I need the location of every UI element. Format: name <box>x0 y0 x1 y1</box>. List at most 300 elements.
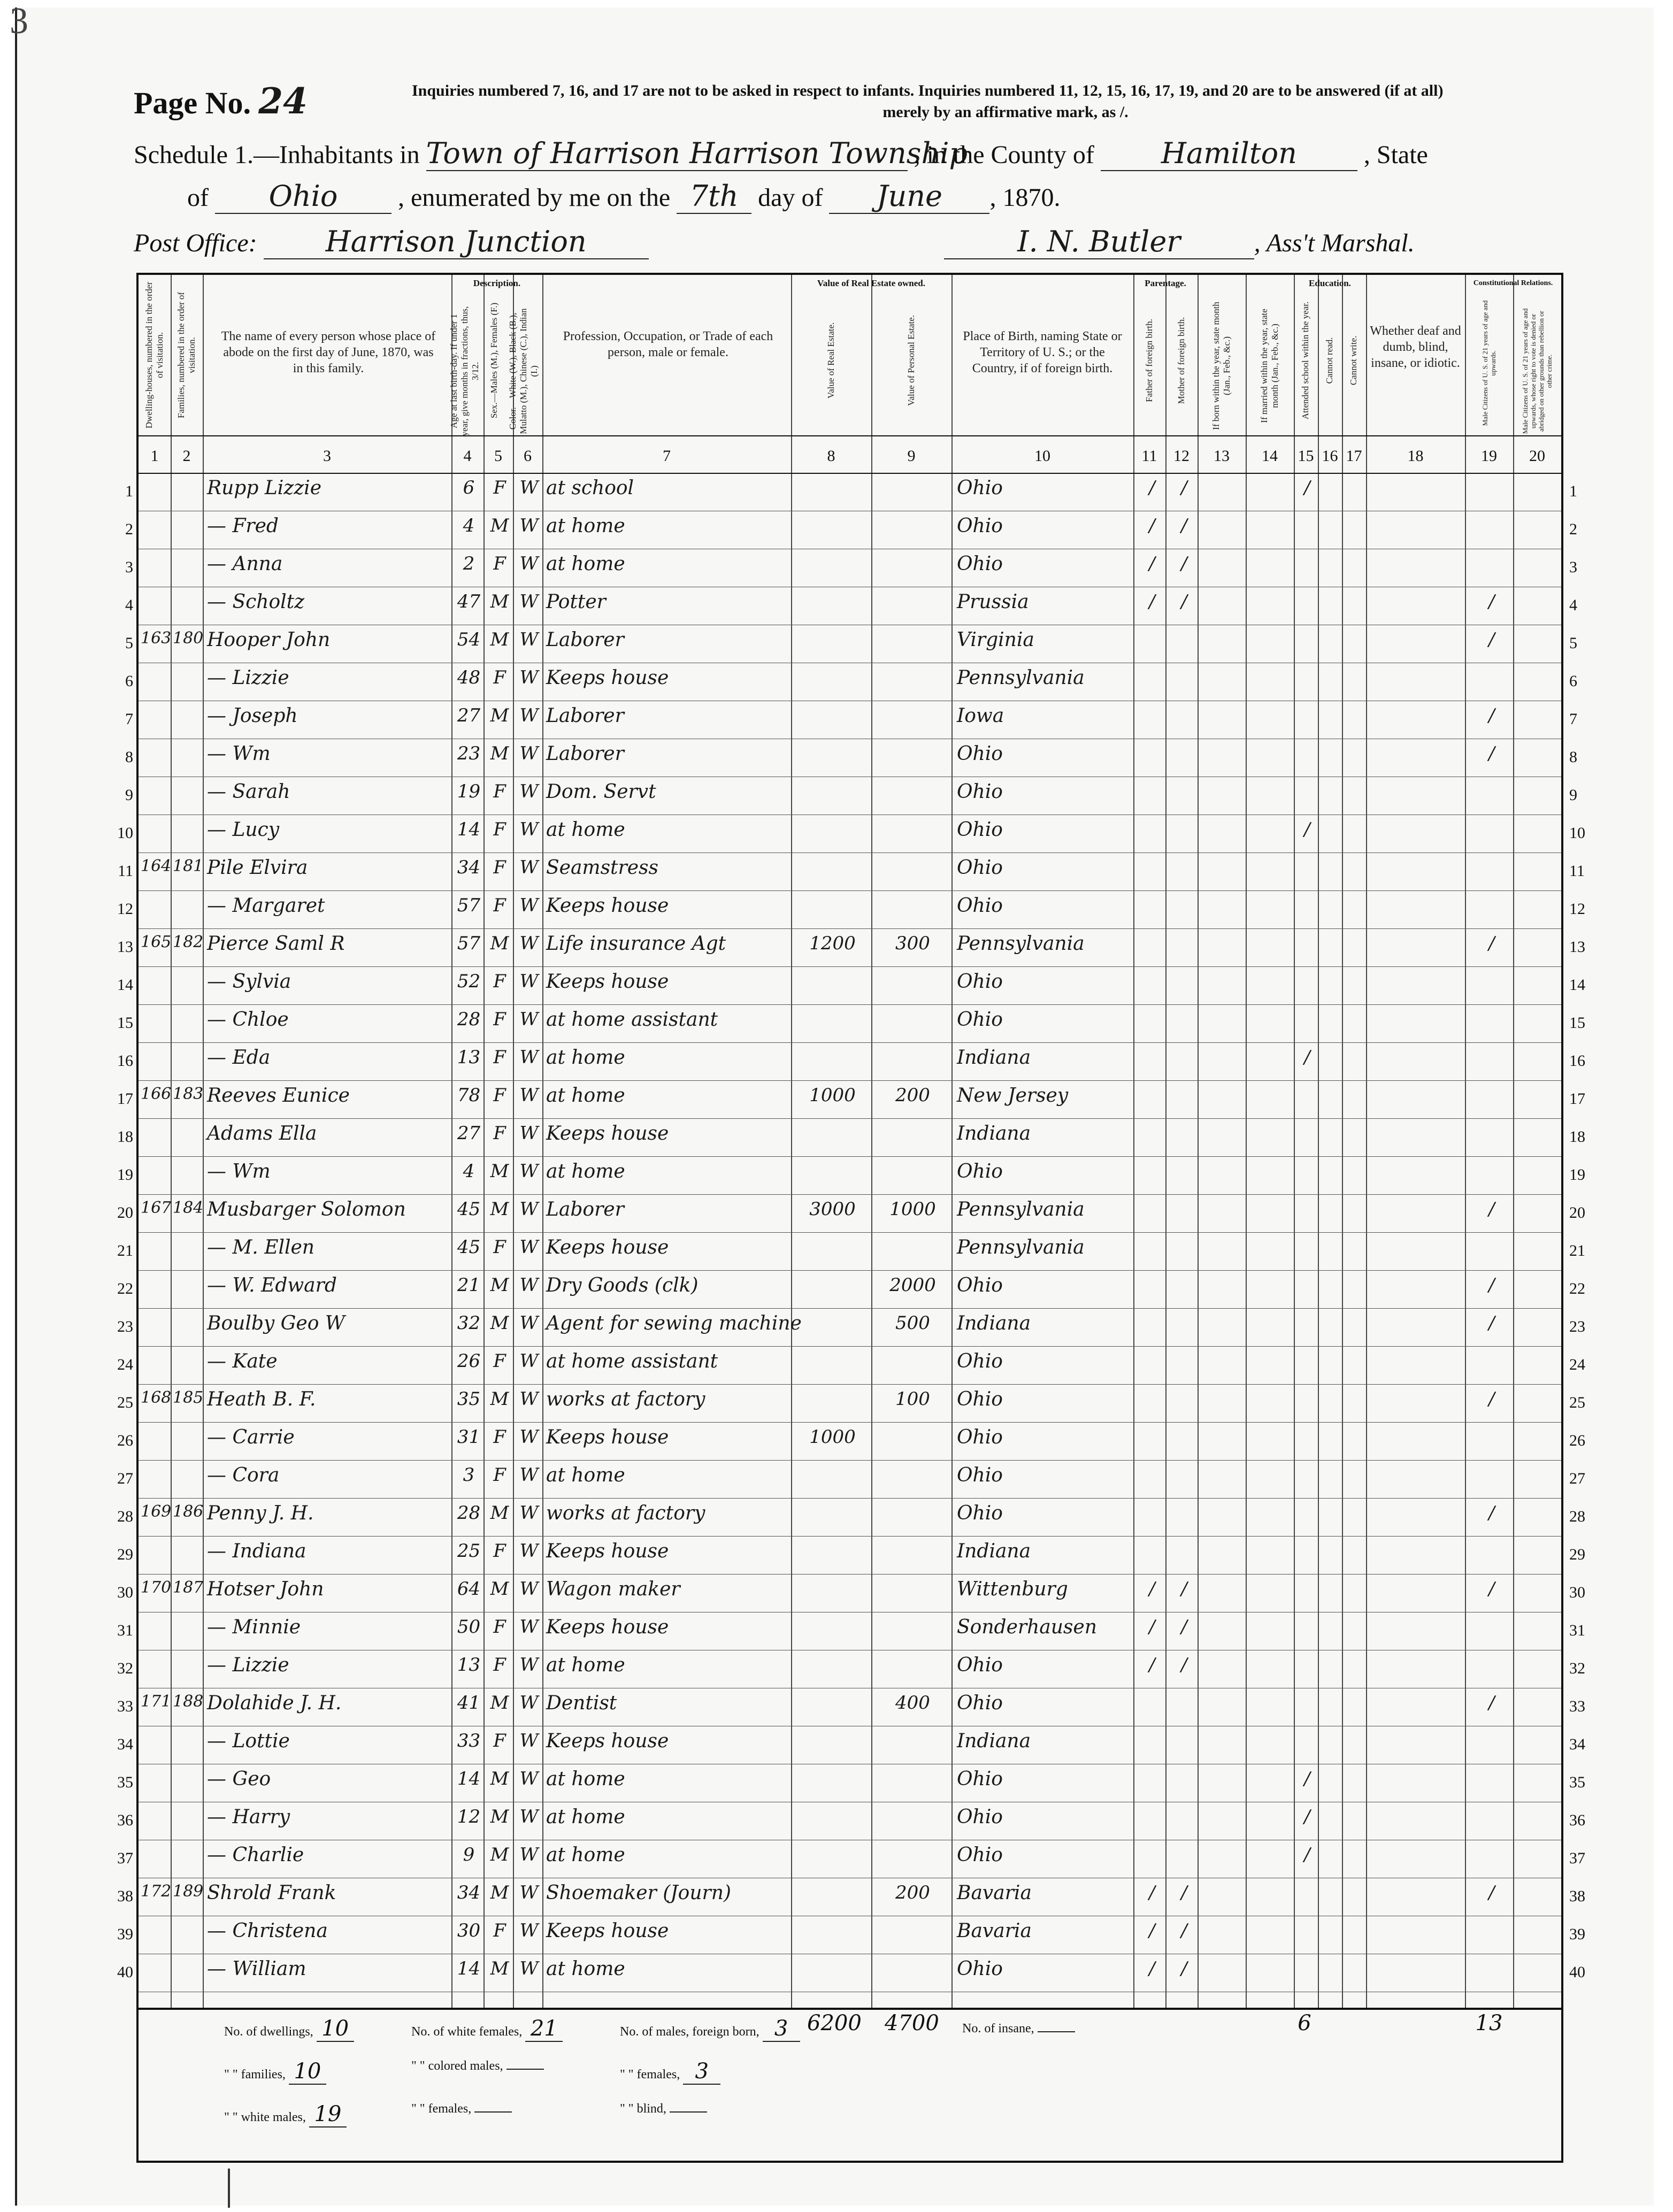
cell-d: 164 <box>141 857 172 875</box>
page-number <box>134 80 308 122</box>
table-row <box>139 1080 1561 1119</box>
cell-name: — Sarah <box>207 781 290 803</box>
cell-mo: / <box>1181 553 1187 574</box>
cell-pe: 500 <box>895 1312 930 1334</box>
cell-sch: / <box>1304 477 1310 498</box>
cell-cit: / <box>1488 933 1495 954</box>
col-header-19: Male Citizens of U. S. of 21 years of age and upwards. <box>1481 300 1497 426</box>
cell-sch: / <box>1304 1047 1310 1068</box>
cell-age: 9 <box>463 1844 475 1865</box>
cell-birth: Ohio <box>957 553 1003 575</box>
line-number: 23 <box>1569 1318 1585 1335</box>
cell-age: 52 <box>457 971 481 992</box>
cell-sch: / <box>1304 819 1310 840</box>
line-number: 12 <box>1569 900 1585 918</box>
table-row <box>139 1194 1561 1233</box>
cell-re: 1000 <box>809 1085 856 1106</box>
cell-age: 34 <box>457 1882 481 1903</box>
instructions-note <box>412 80 1567 123</box>
cell-age: 23 <box>457 743 481 764</box>
cell-f: 185 <box>173 1388 204 1407</box>
cell-name: Penny J. H. <box>207 1502 314 1524</box>
cell-f: 183 <box>173 1085 204 1103</box>
cell-birth: New Jersey <box>957 1085 1069 1107</box>
schedule-line <box>134 136 1428 171</box>
cell-name: — Geo <box>207 1768 271 1790</box>
cell-occ: at home <box>546 553 625 575</box>
line-number: 6 <box>125 672 133 690</box>
line-number: 29 <box>1569 1546 1585 1563</box>
line-number: 1 <box>1569 482 1577 500</box>
cell-sex: M <box>490 629 509 650</box>
table-row <box>139 1156 1561 1195</box>
cell-sex: F <box>493 895 506 916</box>
cell-color: W <box>519 1464 539 1486</box>
table-row <box>139 473 1561 511</box>
insane-value <box>1038 2031 1075 2032</box>
personal-estate-total-value: 4700 <box>885 2011 939 2036</box>
cell-cit: / <box>1488 629 1495 650</box>
post-office-label: Post Office: <box>134 229 257 257</box>
cell-f: 182 <box>173 933 204 951</box>
cell-occ: Dentist <box>546 1692 617 1714</box>
cell-sex: F <box>493 1350 506 1372</box>
cell-color: W <box>519 743 539 764</box>
total-colored-females <box>411 2102 512 2116</box>
cell-fa: / <box>1149 477 1155 498</box>
cell-re: 1000 <box>809 1426 856 1448</box>
cell-sex: M <box>490 743 509 764</box>
cell-fa: / <box>1149 553 1155 574</box>
cell-name: — Minnie <box>207 1616 301 1638</box>
year-label: , 1870. <box>989 183 1061 212</box>
line-number: 5 <box>1569 634 1577 652</box>
cell-occ: at home <box>546 1464 625 1486</box>
cell-birth: Ohio <box>957 477 1003 499</box>
line-number: 15 <box>117 1014 133 1032</box>
cell-age: 30 <box>457 1920 481 1941</box>
line-number: 13 <box>1569 938 1585 956</box>
cell-occ: Keeps house <box>546 1540 669 1562</box>
cell-color: W <box>519 1085 539 1106</box>
cell-color: W <box>519 1578 539 1600</box>
line-number: 34 <box>1569 1735 1585 1753</box>
school-total-value: 6 <box>1298 2011 1311 2036</box>
cell-color: W <box>519 1047 539 1068</box>
cell-re: 1200 <box>809 933 856 954</box>
cell-sex: M <box>490 1578 509 1600</box>
line-number: 38 <box>1569 1887 1585 1905</box>
line-number: 16 <box>117 1052 133 1070</box>
total-blind <box>620 2102 707 2116</box>
real-estate-total-value: 6200 <box>807 2011 862 2036</box>
table-row <box>139 1688 1561 1726</box>
cell-occ: at home <box>546 1806 625 1828</box>
cell-sex: M <box>490 1692 509 1714</box>
cell-cit: / <box>1488 591 1495 612</box>
col-header-11: Father of foreign birth. <box>1144 319 1154 402</box>
cell-age: 50 <box>457 1616 481 1638</box>
cell-f: 180 <box>173 629 204 648</box>
cell-birth: Ohio <box>957 1958 1003 1980</box>
line-number: 36 <box>1569 1811 1585 1829</box>
line-number: 20 <box>1569 1204 1585 1222</box>
table-row <box>139 701 1561 739</box>
table-row <box>139 1726 1561 1764</box>
line-number: 31 <box>1569 1622 1585 1639</box>
blind-value <box>670 2111 707 2113</box>
cell-name: — Carrie <box>207 1426 295 1448</box>
day-field: 7th <box>677 179 751 214</box>
col-header-16: Cannot read. <box>1324 337 1334 384</box>
table-row <box>139 928 1561 967</box>
cell-age: 3 <box>463 1464 475 1486</box>
total-white-males <box>224 2102 347 2127</box>
cell-color: W <box>519 781 539 802</box>
line-number: 33 <box>117 1698 133 1715</box>
cell-age: 26 <box>457 1350 481 1372</box>
cell-name: — Margaret <box>207 895 325 917</box>
table-row <box>139 625 1561 663</box>
cell-age: 45 <box>457 1199 481 1220</box>
colored-males-value <box>506 2069 544 2070</box>
total-families <box>224 2059 326 2085</box>
cell-f: 184 <box>173 1199 204 1217</box>
page-number-value: 24 <box>258 80 308 122</box>
white-females-label: No. of white females, <box>411 2025 523 2039</box>
cell-pe: 2000 <box>889 1274 936 1296</box>
cell-color: W <box>519 895 539 916</box>
cell-age: 48 <box>457 667 481 688</box>
cell-birth: Ohio <box>957 1844 1003 1866</box>
note-line-2: merely by an affirmative mark, as /. <box>882 103 1129 121</box>
cell-occ: Agent for sewing machine <box>546 1312 802 1334</box>
cell-age: 78 <box>457 1085 481 1106</box>
col-number: 4 <box>463 447 472 465</box>
cell-age: 35 <box>457 1388 481 1410</box>
cell-age: 2 <box>463 553 475 574</box>
cell-cit: / <box>1488 1312 1495 1334</box>
line-number: 9 <box>1569 786 1577 804</box>
cell-color: W <box>519 667 539 688</box>
cell-sex: F <box>493 1236 506 1258</box>
cell-name: — Charlie <box>207 1844 304 1866</box>
cell-birth: Sonderhausen <box>957 1616 1097 1638</box>
cell-name: — Christena <box>207 1920 328 1942</box>
cell-occ: at home assistant <box>546 1009 718 1031</box>
page-label: Page No. <box>134 86 251 120</box>
table-row <box>139 1840 1561 1878</box>
cell-fa: / <box>1149 1882 1155 1903</box>
cell-re: 3000 <box>809 1199 856 1220</box>
cell-sex: F <box>493 1540 506 1562</box>
cell-color: W <box>519 1920 539 1941</box>
cell-age: 31 <box>457 1426 481 1448</box>
cell-name: — Anna <box>207 553 283 575</box>
line-number: 32 <box>117 1660 133 1677</box>
cell-d: 167 <box>141 1199 172 1217</box>
cell-sex: F <box>493 1426 506 1448</box>
cell-occ: Potter <box>546 591 606 613</box>
cell-color: W <box>519 933 539 954</box>
cell-sch: / <box>1304 1806 1310 1827</box>
cell-f: 188 <box>173 1692 204 1711</box>
cell-cit: / <box>1488 1199 1495 1220</box>
cell-name: Rupp Lizzie <box>207 477 321 499</box>
cell-birth: Ohio <box>957 1388 1003 1410</box>
cell-sex: M <box>490 1768 509 1789</box>
cell-birth: Ohio <box>957 1274 1003 1296</box>
cell-fa: / <box>1149 1578 1155 1600</box>
cell-birth: Virginia <box>957 629 1034 651</box>
line-number: 22 <box>117 1280 133 1297</box>
cell-name: — Wm <box>207 743 271 765</box>
cell-cit: / <box>1488 743 1495 764</box>
cell-occ: Keeps house <box>546 895 669 917</box>
cell-occ: at home assistant <box>546 1350 718 1372</box>
cell-occ: works at factory <box>546 1388 705 1410</box>
cell-color: W <box>519 1123 539 1144</box>
cell-occ: Laborer <box>546 1199 624 1220</box>
cell-occ: Keeps house <box>546 1236 669 1258</box>
table-row <box>139 663 1561 701</box>
county-field: Hamilton <box>1101 136 1357 171</box>
cell-name: Heath B. F. <box>207 1388 316 1410</box>
line-number: 1 <box>125 482 133 500</box>
cell-name: Pierce Saml R <box>207 933 345 955</box>
cell-f: 189 <box>173 1882 204 1901</box>
cell-name: Shrold Frank <box>207 1882 336 1904</box>
cell-cit: / <box>1488 1502 1495 1524</box>
scan-margin-mark: | <box>225 2161 234 2208</box>
line-number: 40 <box>1569 1963 1585 1981</box>
white-males-value: 19 <box>309 2102 347 2127</box>
line-number: 15 <box>1569 1014 1585 1032</box>
col-header-12: Mother of foreign birth. <box>1176 317 1186 404</box>
dwellings-label: No. of dwellings, <box>224 2025 313 2039</box>
cell-occ: at home <box>546 1768 625 1790</box>
cell-name: — Scholtz <box>207 591 305 613</box>
table-row <box>139 1536 1561 1574</box>
line-number: 11 <box>1569 862 1585 880</box>
note-line-1: Inquiries numbered 7, 16, and 17 are not to be asked in respect to infants. Inquiries numbered 11, 12, 15, 16, 17, 19, and 20 are to be answered (if at all) <box>412 82 1444 99</box>
cell-age: 57 <box>457 895 481 916</box>
col-header-20: Male Citizens of U. S. of 21 years of age and upwards, whose right to vote is denied or abridged on other grounds than rebellion or other crime. <box>1521 308 1553 434</box>
cell-birth: Pennsylvania <box>957 667 1085 689</box>
total-foreign-males <box>620 2016 800 2042</box>
line-number: 14 <box>117 976 133 994</box>
line-number: 3 <box>1569 558 1577 576</box>
line-number: 39 <box>117 1925 133 1943</box>
line-number: 10 <box>117 824 133 842</box>
line-number: 35 <box>117 1773 133 1791</box>
line-number: 39 <box>1569 1925 1585 1943</box>
cell-color: W <box>519 1274 539 1296</box>
cell-sex: F <box>493 1464 506 1486</box>
cell-age: 34 <box>457 857 481 878</box>
line-number: 25 <box>1569 1394 1585 1411</box>
line-number: 4 <box>1569 596 1577 614</box>
cell-name: — Eda <box>207 1047 271 1069</box>
cell-name: Dolahide J. H. <box>207 1692 342 1714</box>
colored-females-label: " " females, <box>411 2102 472 2116</box>
cell-fa: / <box>1149 1616 1155 1638</box>
table-row <box>139 739 1561 777</box>
cell-birth: Ohio <box>957 1692 1003 1714</box>
enumeration-line <box>134 179 1060 214</box>
cell-age: 12 <box>457 1806 481 1827</box>
col-number: 1 <box>150 447 159 465</box>
cell-name: — Fred <box>207 515 279 537</box>
cell-mo: / <box>1181 1882 1187 1903</box>
cell-sex: F <box>493 1920 506 1941</box>
table-row <box>139 1954 1561 1992</box>
cell-name: Reeves Eunice <box>207 1085 350 1107</box>
line-number: 18 <box>117 1128 133 1146</box>
cell-sex: F <box>493 1654 506 1676</box>
line-number: 28 <box>1569 1508 1585 1525</box>
cell-birth: Prussia <box>957 591 1029 613</box>
foreign-males-value: 3 <box>763 2016 800 2042</box>
cell-occ: Keeps house <box>546 1920 669 1942</box>
group-real-estate: Value of Real Estate owned. <box>817 278 925 288</box>
line-number: 38 <box>117 1887 133 1905</box>
cell-name: — W. Edward <box>207 1274 337 1296</box>
cell-name: — Indiana <box>207 1540 306 1562</box>
cell-age: 57 <box>457 933 481 954</box>
cell-occ: Keeps house <box>546 667 669 689</box>
cell-color: W <box>519 1844 539 1865</box>
cell-color: W <box>519 857 539 878</box>
line-number: 2 <box>125 520 133 538</box>
cell-sex: F <box>493 971 506 992</box>
line-number: 3 <box>125 558 133 576</box>
insane-label: No. of insane, <box>962 2022 1034 2036</box>
cell-color: W <box>519 1616 539 1638</box>
cell-name: — Kate <box>207 1350 278 1372</box>
county-label: , in the County of <box>914 141 1094 169</box>
totals-section <box>136 2006 1563 2163</box>
col-header-3: The name of every person whose place of abode on the first day of June, 1870, was in this family. <box>221 329 436 375</box>
col-header-10: Place of Birth, naming State or Territory of U. S.; or the Country, if of foreign birth. <box>963 329 1122 375</box>
line-number: 28 <box>117 1508 133 1525</box>
families-label: " " families, <box>224 2068 286 2082</box>
cell-color: W <box>519 629 539 650</box>
col-number: 16 <box>1322 447 1338 465</box>
cell-occ: Keeps house <box>546 1123 669 1145</box>
cell-age: 27 <box>457 1123 481 1144</box>
cell-mo: / <box>1181 1920 1187 1941</box>
cell-birth: Ohio <box>957 1806 1003 1828</box>
line-number: 35 <box>1569 1773 1585 1791</box>
cell-color: W <box>519 705 539 726</box>
cell-name: Adams Ella <box>207 1123 317 1145</box>
cell-color: W <box>519 1312 539 1334</box>
cell-birth: Ohio <box>957 781 1003 803</box>
personal-estate-total <box>885 2011 939 2036</box>
table-row <box>139 549 1561 587</box>
line-number: 10 <box>1569 824 1585 842</box>
cell-sex: M <box>490 1958 509 1979</box>
cell-color: W <box>519 477 539 498</box>
cell-sex: F <box>493 857 506 878</box>
cell-sex: M <box>490 1806 509 1827</box>
table-row <box>139 1650 1561 1688</box>
cell-birth: Ohio <box>957 1426 1003 1448</box>
cell-age: 28 <box>457 1502 481 1524</box>
col-number: 17 <box>1346 447 1362 465</box>
cell-name: Hotser John <box>207 1578 324 1600</box>
cell-birth: Ohio <box>957 1768 1003 1790</box>
table-row <box>139 1612 1561 1650</box>
line-number: 26 <box>1569 1432 1585 1449</box>
cell-sex: F <box>493 1009 506 1030</box>
cell-d: 163 <box>141 629 172 648</box>
col-number: 2 <box>182 447 191 465</box>
total-insane <box>962 2022 1075 2036</box>
col-number: 19 <box>1481 447 1497 465</box>
cell-name: — Sylvia <box>207 971 291 993</box>
cell-occ: Keeps house <box>546 971 669 993</box>
line-number: 21 <box>117 1242 133 1259</box>
table-row <box>139 1498 1561 1537</box>
col-header-14: If married within the year, state month (Jan., Feb., &c.) <box>1259 309 1280 423</box>
cell-age: 25 <box>457 1540 481 1562</box>
line-number: 37 <box>117 1849 133 1867</box>
cell-name: — Chloe <box>207 1009 289 1031</box>
table-row <box>139 1346 1561 1385</box>
col-header-17: Cannot write. <box>1348 335 1359 386</box>
line-number: 27 <box>117 1470 133 1487</box>
cell-birth: Pennsylvania <box>957 1236 1085 1258</box>
line-number: 25 <box>117 1394 133 1411</box>
col-number: 5 <box>494 447 502 465</box>
cell-age: 27 <box>457 705 481 726</box>
col-number: 3 <box>323 447 331 465</box>
cell-color: W <box>519 1350 539 1372</box>
col-number: 9 <box>907 447 916 465</box>
cell-color: W <box>519 1806 539 1827</box>
foreign-females-label: " " females, <box>620 2068 680 2082</box>
cell-mo: / <box>1181 1578 1187 1600</box>
cell-sex: F <box>493 667 506 688</box>
white-males-label: " " white males, <box>224 2110 306 2124</box>
line-number: 19 <box>117 1166 133 1184</box>
table-row <box>139 1118 1561 1157</box>
cell-birth: Wittenburg <box>957 1578 1068 1600</box>
line-number: 36 <box>117 1811 133 1829</box>
line-number: 37 <box>1569 1849 1585 1867</box>
cell-birth: Indiana <box>957 1730 1031 1752</box>
of-label: of <box>187 183 209 212</box>
cell-sch: / <box>1304 1844 1310 1865</box>
col-header-4: Age at last birth-day. If under 1 year, give months in fractions, thus, 3/12. <box>449 306 480 436</box>
col-header-1: Dwelling-houses, numbered in the order of visitation. <box>144 281 165 429</box>
cell-occ: at home <box>546 515 625 537</box>
enumerated-label: , enumerated by me on the <box>397 183 671 212</box>
cell-cit: / <box>1488 1578 1495 1600</box>
cell-birth: Iowa <box>957 705 1004 727</box>
line-number: 14 <box>1569 976 1585 994</box>
cell-color: W <box>519 1009 539 1030</box>
table-row <box>139 587 1561 625</box>
cell-occ: Laborer <box>546 629 624 651</box>
day-of-label: day of <box>758 183 823 212</box>
cell-birth: Indiana <box>957 1312 1031 1334</box>
cell-name: — Lucy <box>207 819 280 841</box>
colored-females-value <box>474 2111 512 2113</box>
cell-color: W <box>519 1388 539 1410</box>
